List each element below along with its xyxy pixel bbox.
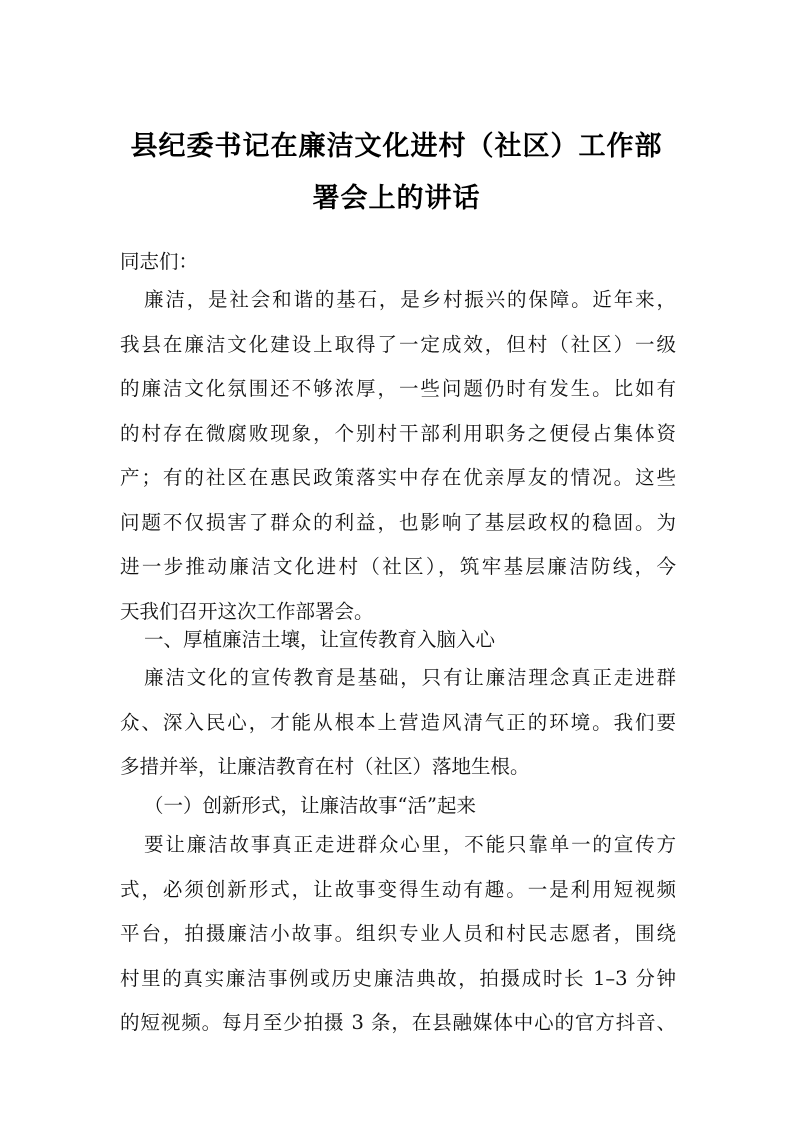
paragraph-line: 天我们召开这次工作部署会。 xyxy=(120,599,374,623)
document-title-line-2: 署会上的讲话 xyxy=(312,183,481,214)
paragraph-line: 进一步推动廉洁文化进村（社区），筑牢基层廉洁防线，今 xyxy=(120,555,676,578)
salutation: 同志们： xyxy=(120,250,199,273)
paragraph-education xyxy=(120,701,676,790)
paragraph-intro-first-line-wrapper xyxy=(144,278,676,323)
paragraph-stories-first-line-wrapper xyxy=(144,823,676,868)
paragraph-line: 廉洁，是社会和谐的基石，是乡村振兴的保障。近年来， xyxy=(144,288,676,311)
paragraph-line: 多措并举，让廉洁教育在村（社区）落地生根。 xyxy=(120,755,530,778)
section-heading-1: 一、厚植廉洁土壤，让宣传教育入脑入心 xyxy=(144,628,496,651)
document-title-line-1: 县纪委书记在廉洁文化进村（社区）工作部 xyxy=(130,131,663,162)
subsection-heading-1: （一）创新形式，让廉洁故事“活”起来 xyxy=(144,794,476,817)
paragraph-line: 产；有的社区在惠民政策落实中存在优亲厚友的情况。这些 xyxy=(120,466,676,489)
paragraph-intro xyxy=(120,323,676,635)
paragraph-line: 式，必须创新形式，让故事变得生动有趣。一是利用短视频 xyxy=(120,877,676,901)
paragraph-education-first-line-wrapper xyxy=(144,656,676,701)
paragraph-line: 的短视频。每月至少拍摄 3 条，在县融媒体中心的官方抖音、 xyxy=(120,1011,676,1034)
paragraph-line: 平台，拍摄廉洁小故事。组织专业人员和村民志愿者，围绕 xyxy=(120,922,676,945)
paragraph-line: 廉洁文化的宣传教育是基础，只有让廉洁理念真正走进群 xyxy=(144,666,676,689)
paragraph-line: 村里的真实廉洁事例或历史廉洁典故，拍摄成时长 1–3 分钟 xyxy=(120,966,676,990)
paragraph-stories xyxy=(120,868,676,1046)
paragraph-line: 众、深入民心，才能从根本上营造风清气正的环境。我们要 xyxy=(120,710,676,734)
paragraph-line: 我县在廉洁文化建设上取得了一定成效，但村（社区）一级 xyxy=(120,332,676,356)
paragraph-line: 的廉洁文化氛围还不够浓厚，一些问题仍时有发生。比如有 xyxy=(120,377,676,400)
paragraph-line: 要让廉洁故事真正走进群众心里，不能只靠单一的宣传方 xyxy=(144,833,676,856)
paragraph-line: 问题不仅损害了群众的利益，也影响了基层政权的稳固。为 xyxy=(120,510,676,534)
paragraph-line: 的村存在微腐败现象，个别村干部利用职务之便侵占集体资 xyxy=(120,421,676,445)
